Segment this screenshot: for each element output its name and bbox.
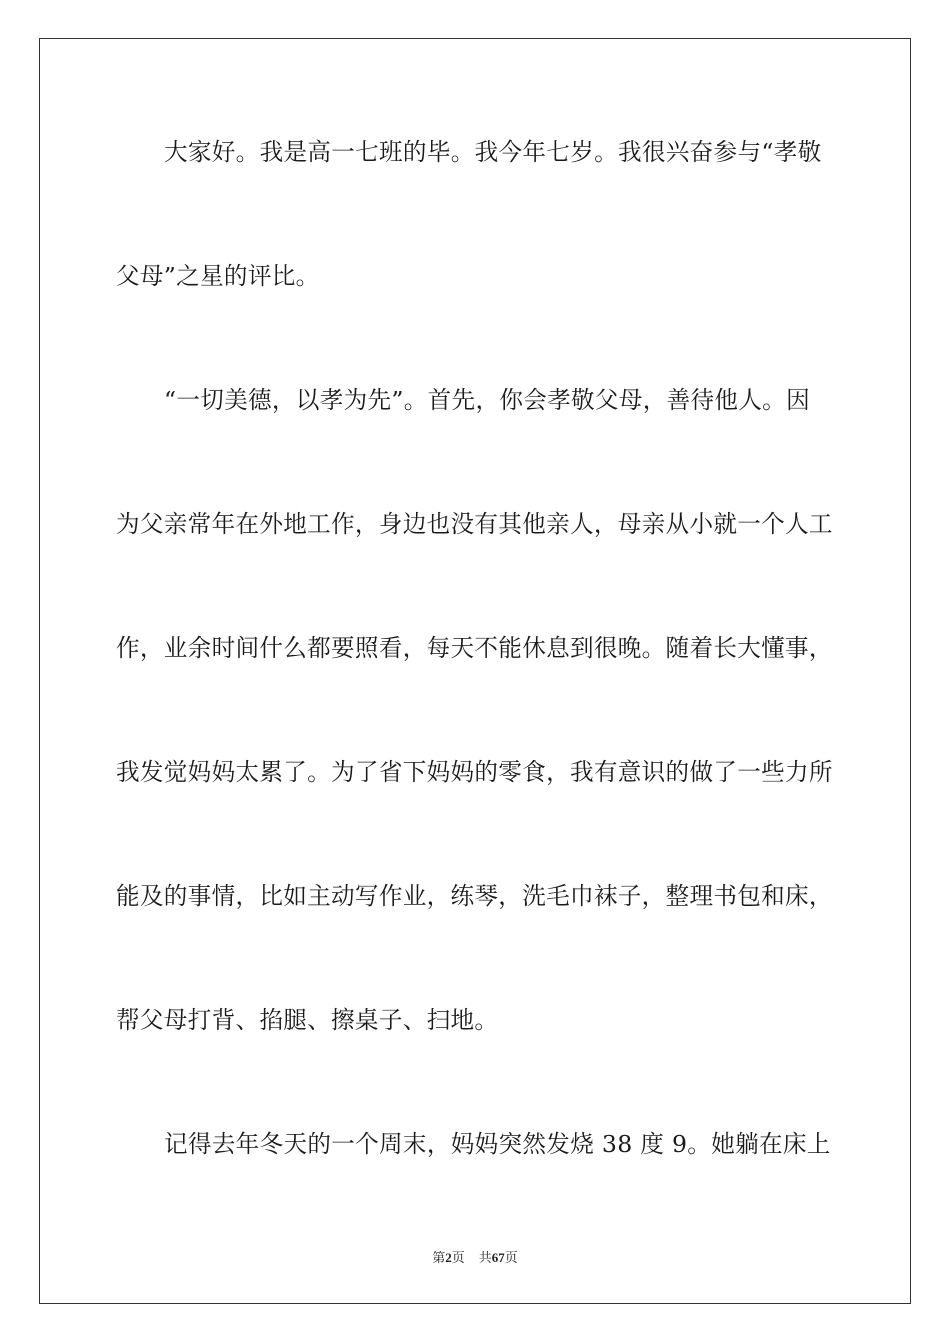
text-line: “一切美德，以孝为先”。首先，你会孝敬父母，善待他人。因 [164,386,810,414]
text-line: 帮父母打背、掐腿、擦桌子、扫地。 [116,1006,499,1034]
text-line: 为父亲常年在外地工作，身边也没有其他亲人，母亲从小就一个人工 [116,510,833,538]
text-line: 作，业余时间什么都要照看，每天不能休息到很晚。随着长大懂事， [116,634,833,662]
page-suffix: 页 [451,1250,465,1265]
page-prefix: 第 [432,1250,446,1265]
page-footer [0,1247,950,1266]
total-pages: 67 [491,1250,505,1265]
page-number: 2 [445,1250,452,1265]
document-body [116,126,836,1242]
text-line: 能及的事情，比如主动写作业，练琴，洗毛巾袜子，整理书包和床， [116,882,833,910]
text-line: 记得去年冬天的一个周末，妈妈突然发烧 38 度 9。她躺在床上 [164,1130,831,1158]
total-suffix: 页 [504,1250,518,1265]
text-line: 父母”之星的评比。 [116,262,320,290]
total-prefix: 共 [478,1250,492,1265]
text-line: 我发觉妈妈太累了。为了省下妈妈的零食，我有意识的做了一些力所 [116,758,833,786]
text-line: 大家好。我是高一七班的毕。我今年七岁。我很兴奋参与“孝敬 [164,138,822,166]
